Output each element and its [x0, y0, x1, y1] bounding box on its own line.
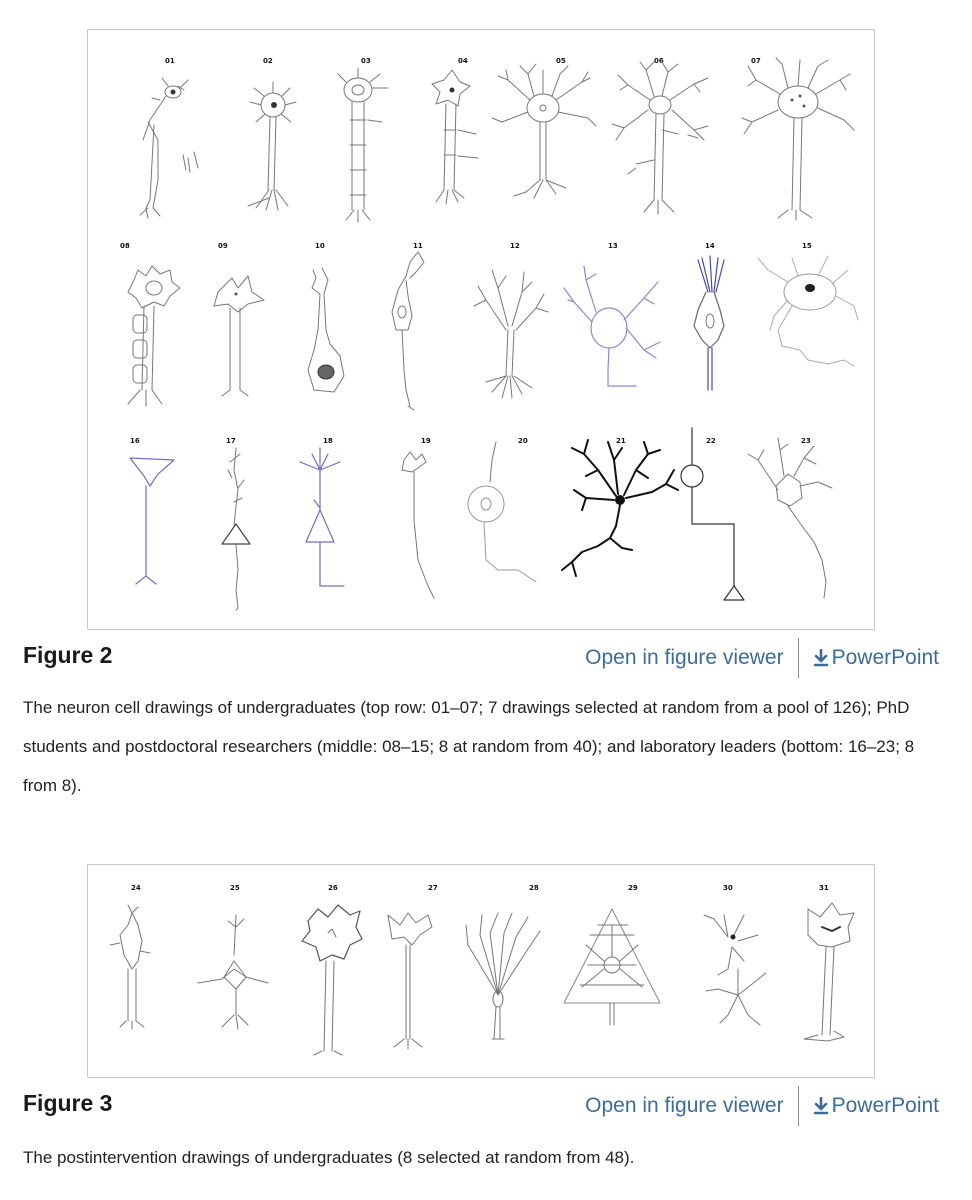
neuron-drawing-26	[302, 905, 362, 1055]
neuron-drawing-08	[128, 266, 180, 406]
neuron-drawing-20	[468, 442, 536, 582]
neuron-drawing-22	[681, 428, 744, 600]
neuron-drawing-13	[564, 266, 660, 386]
drawing-label: 05	[556, 57, 566, 65]
figure-2-drawings	[88, 30, 876, 631]
drawing-label: 29	[628, 884, 638, 892]
drawing-label: 31	[819, 884, 829, 892]
figure-3-drawings	[88, 865, 876, 1079]
drawing-label: 23	[801, 437, 811, 445]
drawing-label: 26	[328, 884, 338, 892]
neuron-drawing-23	[748, 438, 832, 598]
drawing-label: 06	[654, 57, 664, 65]
drawing-label: 24	[131, 884, 141, 892]
neuron-drawing-06	[612, 62, 708, 214]
drawing-label: 18	[323, 437, 333, 445]
neuron-drawing-04	[432, 70, 478, 204]
drawing-label: 27	[428, 884, 438, 892]
neuron-drawing-14	[694, 256, 724, 390]
drawing-label: 07	[751, 57, 761, 65]
open-figure-viewer-link[interactable]: Open in figure viewer	[585, 1086, 798, 1126]
neuron-drawing-15	[758, 256, 858, 366]
figure-2-image[interactable]	[87, 29, 875, 630]
figure-2-header	[23, 638, 943, 678]
download-icon	[813, 649, 829, 667]
neuron-drawing-02	[248, 82, 296, 210]
neuron-drawing-12	[474, 270, 548, 398]
drawing-label: 04	[458, 57, 468, 65]
open-figure-viewer-link[interactable]: Open in figure viewer	[585, 638, 798, 678]
powerpoint-download-link[interactable]	[799, 1086, 939, 1126]
neuron-drawing-05	[492, 64, 596, 198]
drawing-label: 20	[518, 437, 528, 445]
figure-title: Figure 3	[23, 1090, 113, 1116]
drawing-label: 19	[421, 437, 431, 445]
powerpoint-label: PowerPoint	[831, 646, 939, 669]
drawing-label: 13	[608, 242, 618, 250]
drawing-label: 21	[616, 437, 626, 445]
drawing-label: 02	[263, 57, 273, 65]
drawing-label: 11	[413, 242, 423, 250]
neuron-drawing-25	[198, 915, 268, 1029]
drawing-label: 12	[510, 242, 520, 250]
figure-actions	[585, 638, 939, 678]
drawing-label: 30	[723, 884, 733, 892]
drawing-label: 08	[120, 242, 130, 250]
neuron-drawing-11	[392, 252, 424, 410]
neuron-drawing-01	[140, 78, 198, 218]
neuron-drawing-21	[562, 440, 678, 576]
figure-2-caption: The neuron cell drawings of undergraduates (top row: 01–07; 7 drawings selected at random from a pool of 126); PhD students and postdoctoral researchers (middle: 08–15; 8 at random from 40); and laboratory leaders (bottom: 16–23; 8 from 8).	[23, 698, 915, 795]
drawing-label: 03	[361, 57, 371, 65]
neuron-drawing-30	[704, 915, 766, 1025]
neuron-drawing-10	[308, 268, 344, 392]
neuron-drawing-29	[564, 909, 660, 1025]
drawing-label: 14	[705, 242, 715, 250]
neuron-drawing-31	[804, 903, 854, 1041]
figure-title: Figure 2	[23, 642, 113, 668]
figure-actions	[585, 1086, 939, 1126]
drawing-label: 17	[226, 437, 236, 445]
drawing-label: 09	[218, 242, 228, 250]
neuron-drawing-07	[742, 58, 854, 220]
neuron-drawing-18	[300, 448, 344, 586]
figure-3-header	[23, 1086, 943, 1126]
neuron-drawing-16	[130, 458, 174, 584]
neuron-drawing-27	[388, 913, 432, 1049]
neuron-drawing-17	[222, 448, 250, 610]
neuron-drawing-28	[466, 913, 540, 1039]
powerpoint-label: PowerPoint	[831, 1094, 939, 1117]
drawing-label: 01	[165, 57, 175, 65]
download-icon	[813, 1097, 829, 1115]
drawing-label: 10	[315, 242, 325, 250]
drawing-label: 22	[706, 437, 716, 445]
neuron-drawing-19	[402, 452, 434, 598]
neuron-drawing-03	[338, 68, 388, 222]
powerpoint-download-link[interactable]	[799, 638, 939, 678]
neuron-drawing-24	[110, 905, 150, 1029]
drawing-label: 15	[802, 242, 812, 250]
drawing-label: 16	[130, 437, 140, 445]
drawing-label: 25	[230, 884, 240, 892]
drawing-label: 28	[529, 884, 539, 892]
figure-3-caption: The postintervention drawings of undergraduates (8 selected at random from 48).	[23, 1148, 635, 1167]
neuron-drawing-09	[214, 276, 264, 396]
figure-3-image[interactable]	[87, 864, 875, 1078]
